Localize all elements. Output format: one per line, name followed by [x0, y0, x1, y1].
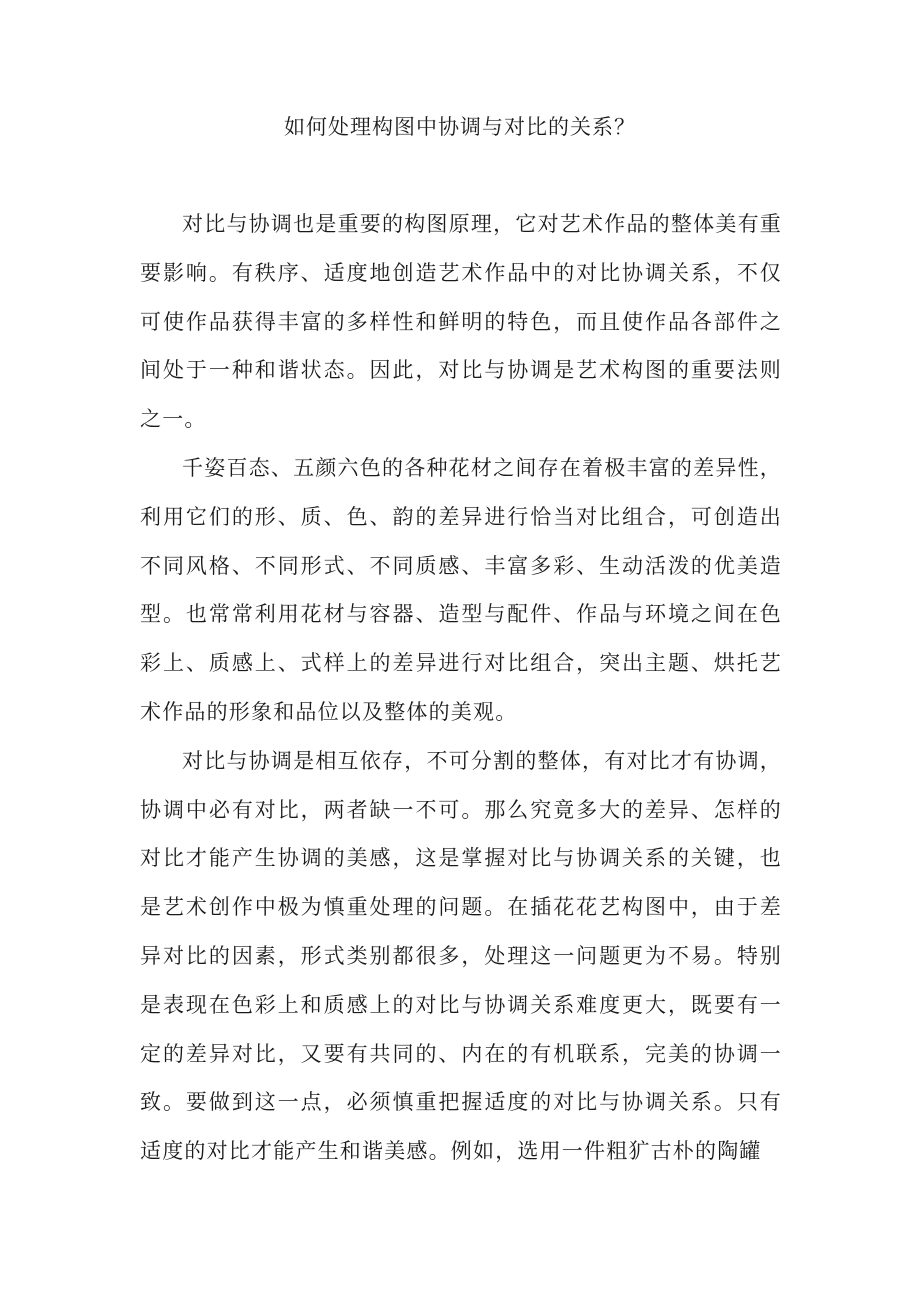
- paragraph-2: 千姿百态、五颜六色的各种花材之间存在着极丰富的差异性，利用它们的形、质、色、韵的差异进行恰当对比组合，可创造出不同风格、不同形式、不同质感、丰富多彩、生动活泼的优美造型。也常常利用花材与容器、造型与配件、作品与环境之间在色彩上、质感上、式样上的差异进行对比组合，突出主题、烘托艺术作品的形象和品位以及整体的美观。: [140, 455, 782, 724]
- paragraph-3: 对比与协调是相互依存，不可分割的整体，有对比才有协调，协调中必有对比，两者缺一不可。那么究竟多大的差异、怎样的对比才能产生协调的美感，这是掌握对比与协调关系的关键，也是艺术创作中极为慎重处理的问题。在插花花艺构图中，由于差异对比的因素，形式类别都很多，处理这一问题更为不易。特别是表现在色彩上和质感上的对比与协调关系难度更大，既要有一定的差异对比，又要有共同的、内在的有机联系，完美的协调一致。要做到这一点，必须慎重把握适度的对比与协调关系。只有适度的对比才能产生和谐美感。例如，选用一件粗犷古朴的陶罐: [140, 748, 782, 1164]
- document-title: 如何处理构图中协调与对比的关系？: [284, 115, 636, 139]
- paragraph-1: 对比与协调也是重要的构图原理，它对艺术作品的整体美有重要影响。有秩序、适度地创造艺术作品中的对比协调关系，不仅可使作品获得丰富的多样性和鲜明的特色，而且使作品各部件之间处于一种和谐状态。因此，对比与协调是艺术构图的重要法则之一。: [140, 212, 782, 432]
- document-body: [140, 200, 782, 1176]
